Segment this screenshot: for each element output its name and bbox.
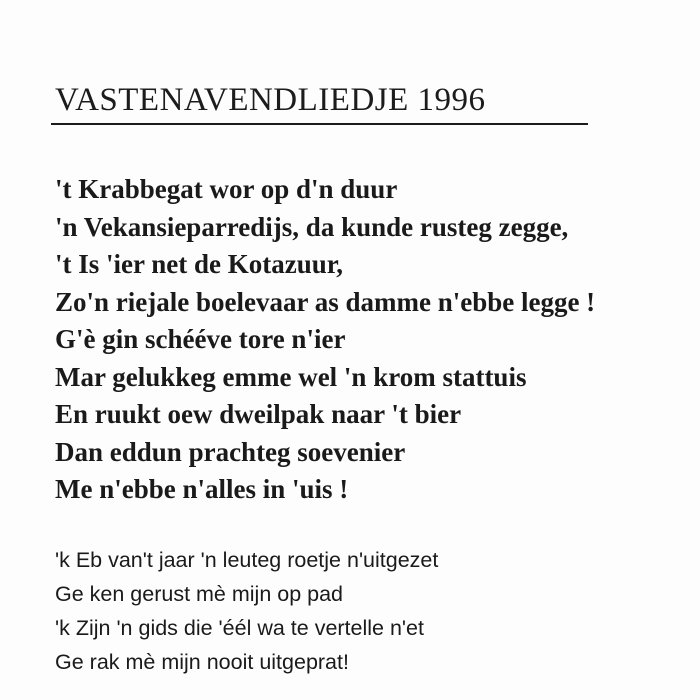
verse-line: Me n'ebbe n'alles in 'uis !: [55, 474, 349, 504]
verse-line: Dan eddun prachteg soevenier: [55, 436, 406, 467]
verse-line: G'è gin schééve tore n'ier: [55, 324, 346, 354]
title-underline: [51, 123, 588, 125]
stanza-2: [55, 543, 438, 679]
verse-line: Ge ken gerust mè mijn op pad: [55, 582, 344, 606]
verse-line: Mar gelukkeg emme wel 'n krom stattuis: [55, 361, 527, 392]
verse-line: 'k Eb van't jaar 'n leuteg roetje n'uitgezet: [55, 548, 439, 572]
verse-line: 'k Zijn 'n gids die 'éél wa te vertelle n'et: [55, 616, 424, 640]
song-title: VASTENAVENDLIEDJE 1996: [55, 82, 486, 118]
verse-line: 't Krabbegat wor op d'n duur: [55, 174, 398, 204]
verse-line: 't Is 'ier net de Kotazuur,: [55, 249, 343, 279]
verse-line: Zo'n riejale boelevaar as damme n'ebbe legge !: [55, 286, 596, 317]
verse-line: Ge rak mè mijn nooit uitgeprat!: [55, 650, 349, 674]
stanza-1: [55, 171, 595, 509]
verse-line: En ruukt oew dweilpak naar 't bier: [55, 399, 462, 429]
verse-line: 'n Vekansieparredijs, da kunde rusteg zegge,: [55, 211, 569, 242]
